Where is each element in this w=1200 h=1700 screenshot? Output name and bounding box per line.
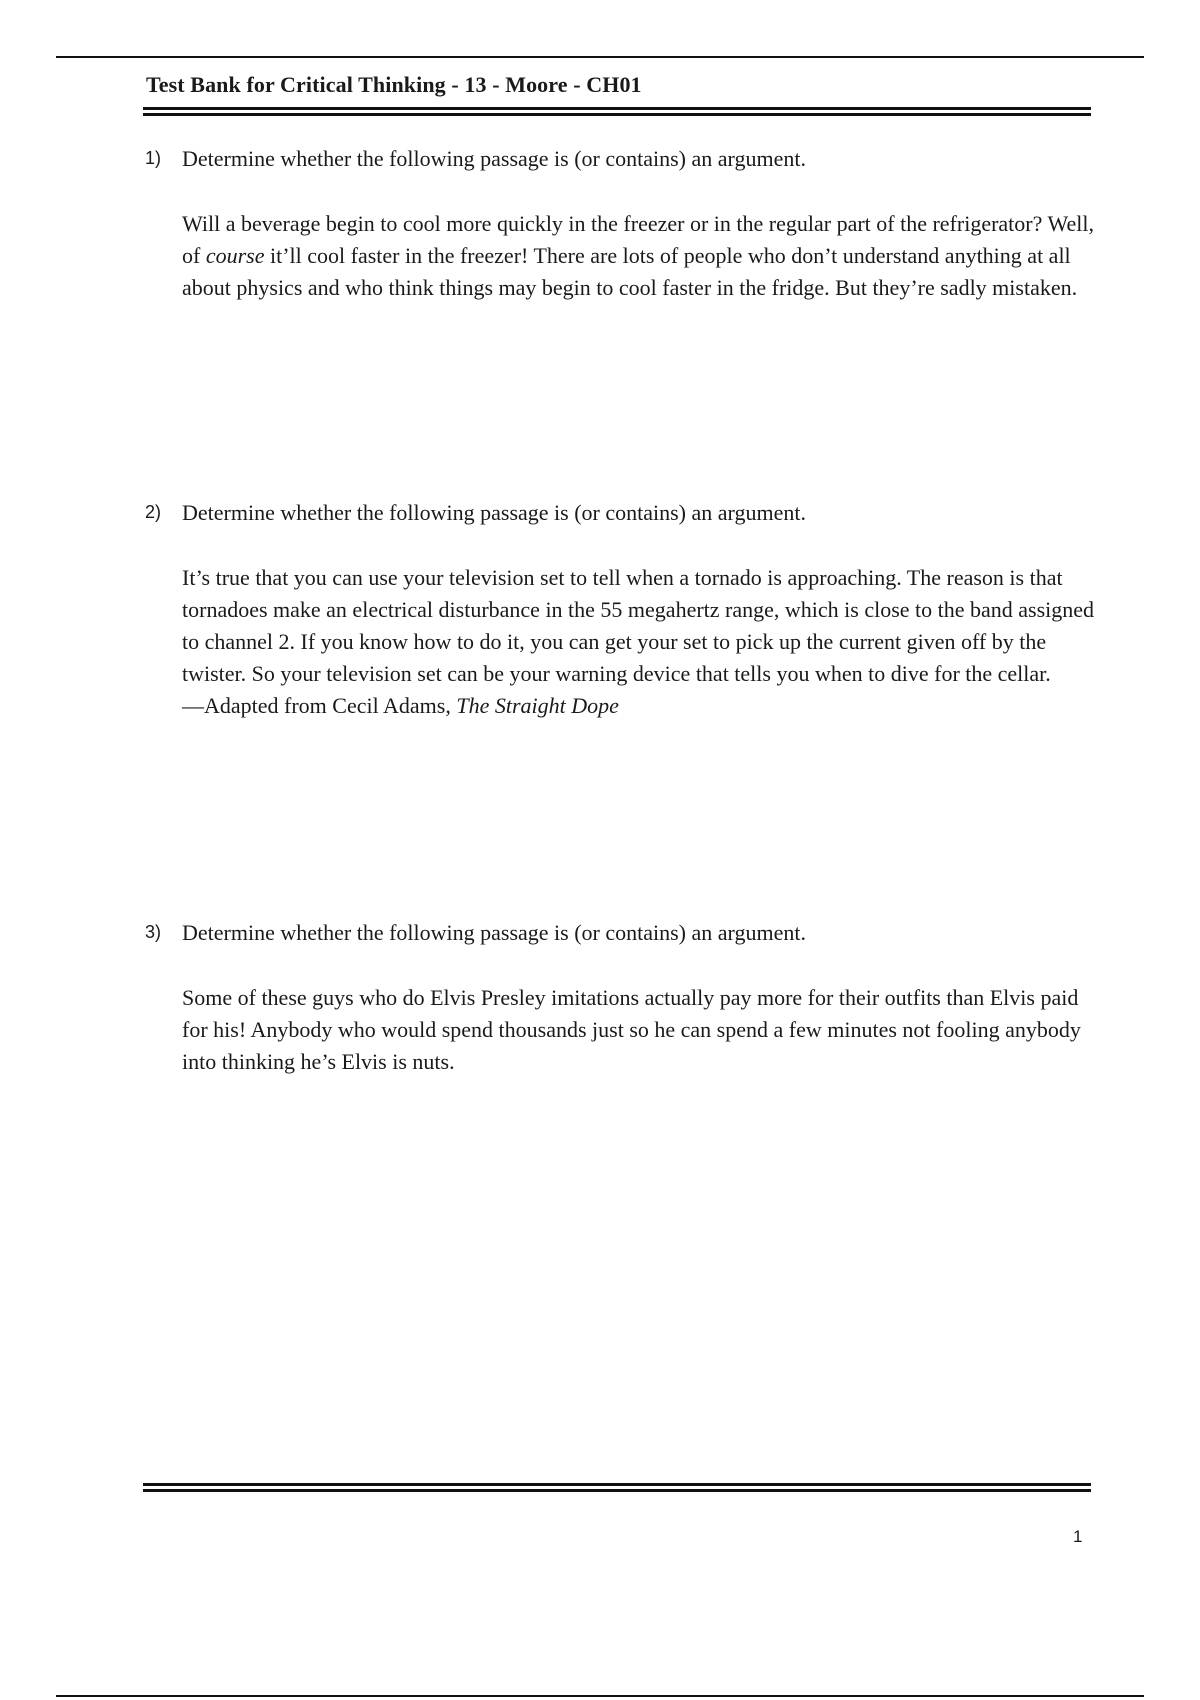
- question-prompt: Determine whether the following passage is (or contains) an argument.: [182, 920, 806, 945]
- header-double-rule: [143, 107, 1091, 116]
- question-prompt: Determine whether the following passage is (or contains) an argument.: [182, 500, 806, 525]
- question-number: 2): [145, 502, 162, 522]
- page-title: Test Bank for Critical Thinking - 13 - Moore - CH01: [146, 72, 642, 97]
- bottom-page-rule: [56, 1695, 1144, 1697]
- question-passage: [182, 562, 1102, 722]
- passage-emphasis: course: [205, 243, 265, 268]
- passage-text: Will a beverage begin to cool more quickly in the freezer or in the regular part of the refrigerator? Well, of: [182, 211, 1094, 268]
- page-number: 1: [1073, 1527, 1083, 1546]
- passage-attribution: [182, 690, 1102, 722]
- question-number: 3): [145, 922, 162, 942]
- attribution-prefix: —Adapted from Cecil Adams,: [182, 693, 457, 718]
- question-passage: [182, 208, 1102, 304]
- passage-text: Some of these guys who do Elvis Presley imitations actually pay more for their outfits than Elvis paid for his! Anybody who would spend thousands just so he can spend a few minutes not fooling anybody into thinking he’s Elvis is nuts.: [182, 985, 1081, 1074]
- passage-text: It’s true that you can use your television set to tell when a tornado is approaching. The reason is that tornadoes make an electrical disturbance in the 55 megahertz range, which is close to the band assigned to channel 2. If you know how to do it, you can get your set to pick up the current given off by the twister. So your television set can be your warning device that tells you when to dive for the cellar.: [182, 565, 1095, 686]
- question-number: 1): [145, 148, 162, 168]
- passage-text: it’ll cool faster in the freezer! There are lots of people who don’t understand anything at all about physics and who think things may begin to cool faster in the fridge. But they’re sadly mistaken.: [182, 243, 1078, 300]
- footer-double-rule: [143, 1483, 1091, 1492]
- question-passage: [182, 982, 1102, 1078]
- attribution-title: The Straight Dope: [456, 693, 619, 718]
- top-page-rule: [56, 56, 1144, 58]
- question-prompt: Determine whether the following passage is (or contains) an argument.: [182, 146, 806, 171]
